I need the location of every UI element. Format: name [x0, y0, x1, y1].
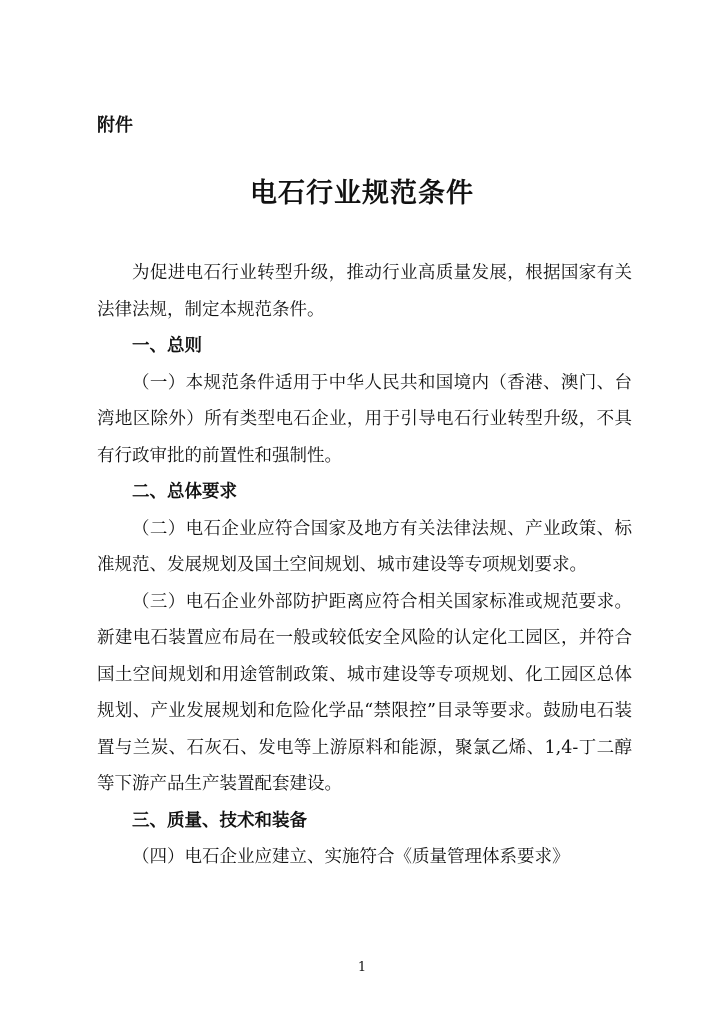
clause-3-paragraph: （三）电石企业外部防护距离应符合相关国家标准或规范要求。新建电石装置应布局在一般或较低安全风险的认定化工园区，并符合国土空间规划和用途管制政策、城市建设等专项规划、化工园区总体规划、产业发展规划和危险化学品“禁限控”目录等要求。鼓励电石装置与兰炭、石灰石、发电等上游原料和能源，聚氯乙烯、1,4-丁二醇等下游产品生产装置配套建设。: [97, 591, 632, 794]
section-heading-quality-technology-equipment: 三、质量、技术和装备: [132, 810, 307, 831]
clause-1-paragraph: （一）本规范条件适用于中华人民共和国境内（香港、澳门、台湾地区除外）所有类型电石企业，用于引导电石行业转型升级，不具有行政审批的前置性和强制性。: [97, 372, 632, 466]
page-number: 1: [357, 960, 367, 975]
clause-2-paragraph: （二）电石企业应符合国家及地方有关法律法规、产业政策、标准规范、发展规划及国土空间规划、城市建设等专项规划要求。: [97, 518, 632, 575]
attachment-label: 附件: [97, 115, 133, 136]
intro-paragraph: 为促进电石行业转型升级，推动行业高质量发展，根据国家有关法律法规，制定本规范条件。: [97, 263, 632, 320]
section-heading-general: 一、总则: [132, 336, 202, 356]
document-title: 电石行业规范条件: [250, 178, 474, 209]
section-heading-overall-requirements: 二、总体要求: [132, 482, 237, 502]
clause-4-paragraph: （四）电石企业应建立、实施符合《质量管理体系要求》: [132, 847, 570, 867]
document-body: [97, 255, 632, 876]
